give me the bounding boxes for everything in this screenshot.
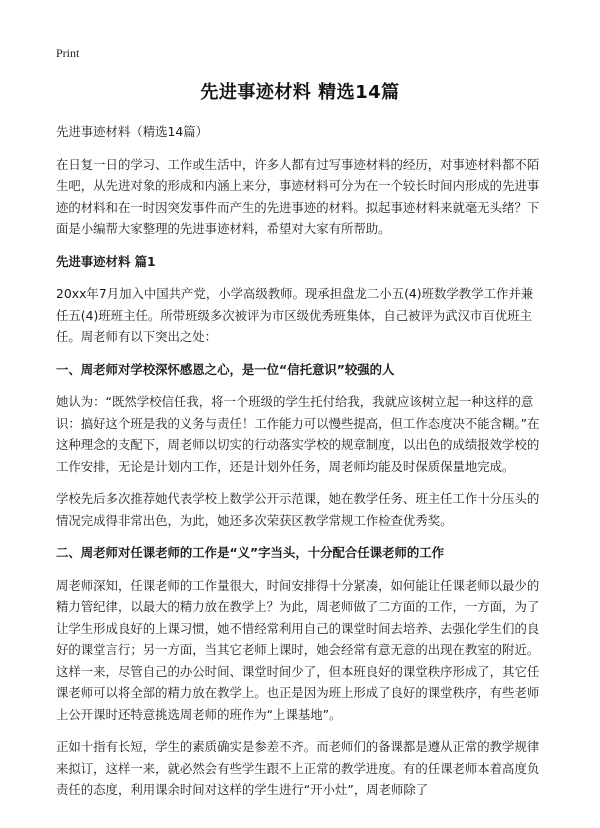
- paragraph-2: 她认为：“既然学校信任我，将一个班级的学生托付给我，我就应该树立起一种这样的意识：搞好这个班是我的义务与责任！工作能力可以慢些提高，但工作态度决不能含糊。”在这种理念的支配下，周老师以切实的行动落实学校的规章制度，以出色的成绩报效学校的工作安排，无论是计划内工作，还是计划外任务，周老师均能及时保质保量地完成。: [56, 394, 540, 474]
- heading-1: 一、周老师对学校深怀感恩之心，是一位“信托意识”较强的人: [56, 361, 395, 377]
- paragraph-3: 学校先后多次推荐她代表学校上数学公开示范课，她在教学任务、班主任工作十分压头的情况完成得非常出色，为此，她还多次荣获区教学常规工作检查优秀奖。: [56, 491, 540, 528]
- document-body: [56, 121, 544, 801]
- document-subtitle: 先进事迹材料（精选14篇）: [56, 124, 209, 139]
- section-title: 先进事迹材料 篇1: [56, 253, 156, 269]
- paragraph-1: 20xx年7月加入中国共产党，小学高级教师。现承担盘龙二小五(4)班数学教学工作并兼任五(4)班班主任。所带班级多次被评为市区级优秀班集体，自己被评为武汉市百优班主任。周老师有以下突出之处：: [56, 286, 534, 344]
- intro-paragraph: 在日复一日的学习、工作或生活中，许多人都有过写事迹材料的经历，对事迹材料都不陌生吧，从先进对象的形成和内涵上来分，事迹材料可分为在一个较长时间内形成的先进事迹的材料和在一时因突发事件而产生的先进事迹的材料。拟起事迹材料来就毫无头绪？下面是小编帮大家整理的先进事迹材料，希望对大家有所帮助。: [56, 156, 540, 236]
- paragraph-4: 周老师深知，任课老师的工作量很大，时间安排得十分紧凑，如何能让任课老师以最少的精力管纪律，以最大的精力放在教学上？为此，周老师做了二方面的工作，一方面，为了让学生形成良好的上课习惯，她不惜经常利用自己的课堂时间去培养、去强化学生们的良好的课堂言行；另一方面，当其它老师上课时，她会经常有意无意的出现在教室的附近。这样一来，尽管自己的办公时间、课堂时间少了，但本班良好的课堂秩序形成了，其它任课老师可以将全部的精力放在教学上。也正是因为班上形成了良好的课堂秩序，有些老师上公开课时还特意挑选周老师的班作为“上课基地”。: [56, 577, 540, 722]
- heading-2: 二、周老师对任课老师的工作是“义”字当头，十分配合任课老师的工作: [56, 545, 445, 560]
- paragraph-5: 正如十指有长短，学生的素质确实是参差不齐。而老师们的备课都是遵从正常的教学规律来拟订，这样一来，就必然会有些学生跟不上正常的教学进度。有的任课老师本着高度负责任的态度，利用课余时间对这样的学生进行“开小灶”，周老师除了: [56, 739, 540, 797]
- document-title: 先进事迹材料 精选14篇: [200, 82, 400, 103]
- print-label: Print: [56, 46, 80, 60]
